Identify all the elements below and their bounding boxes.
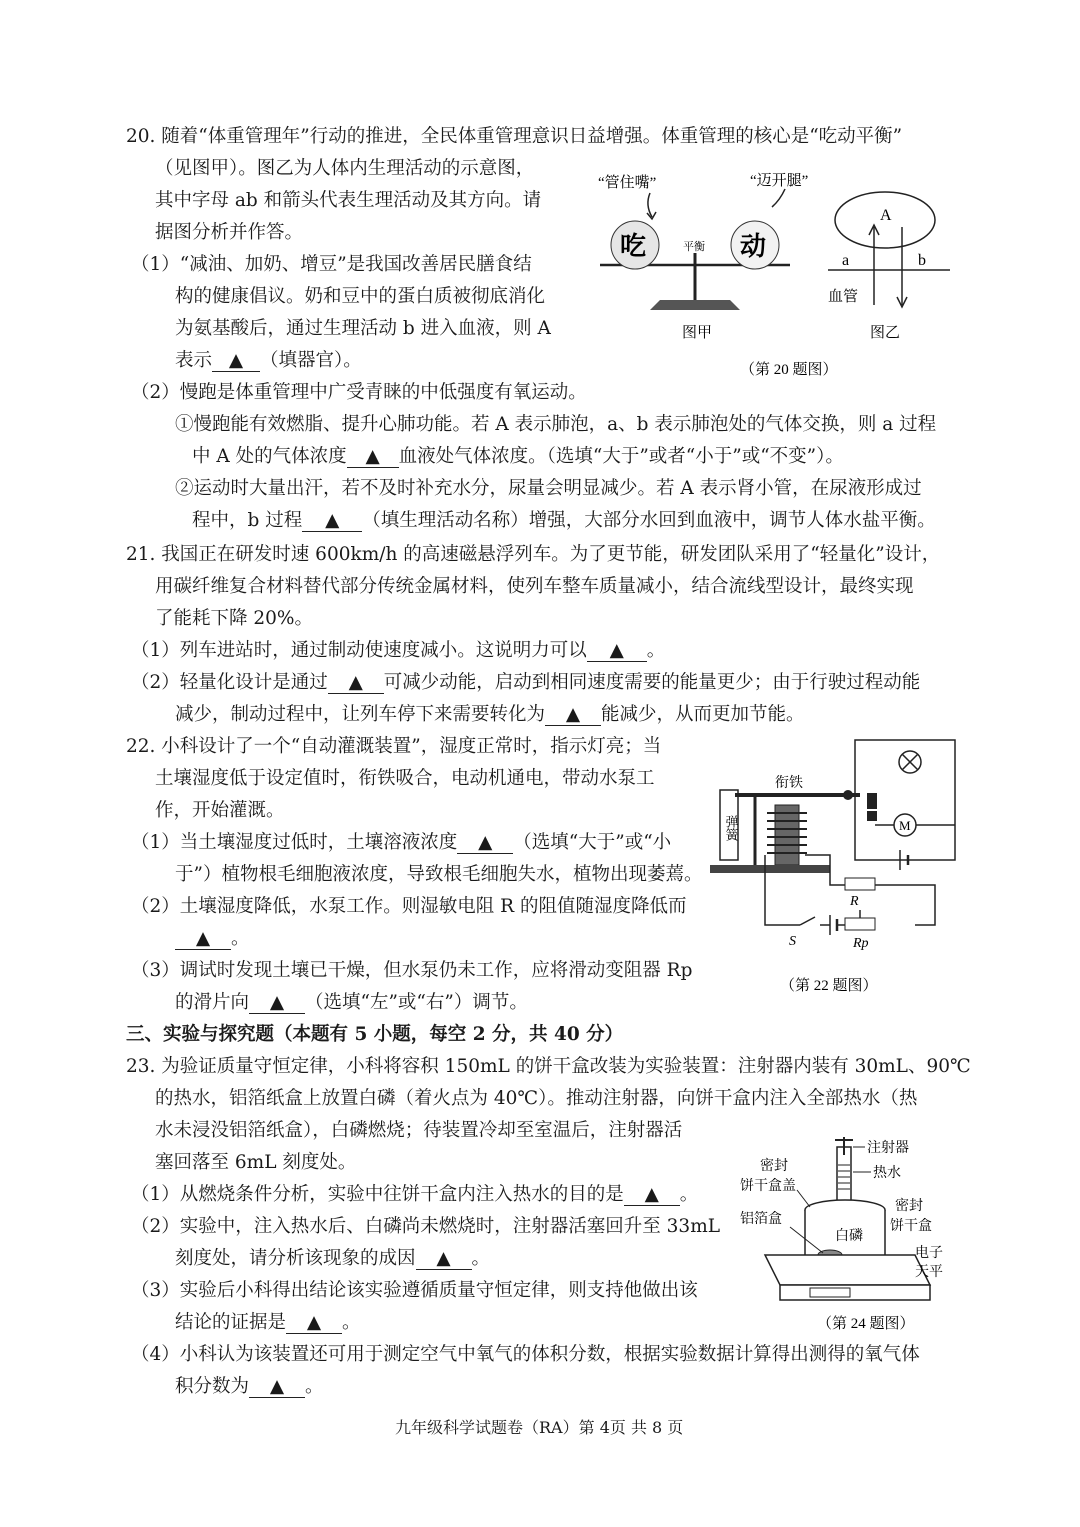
q20-part2-line: （2）慢跑是体重管理中广受青睐的中低强度有氧运动。 (131, 382, 587, 403)
figure-22-caption: （第 22 题图） (780, 978, 878, 994)
electronic-balance-top (765, 1255, 930, 1285)
figure-22 (705, 735, 965, 1000)
q22-part3-line-2 (175, 991, 528, 1015)
text: （1）从燃烧条件分析，实验中往饼干盒内注入热水的目的是 (131, 1184, 624, 1205)
text: 结论的证据是 (175, 1312, 287, 1333)
q23-part2-line-2 (175, 1247, 490, 1271)
text: （选填“左”或“右”）调节。 (305, 992, 528, 1013)
hot-water-label: 热水 (873, 1166, 901, 1181)
Rp-label: Rp (853, 936, 869, 951)
q23-part4-line-1: （4）小科认为该装置还可用于测定空气中氧气的体积分数，根据实验数据计算得出测得的氧气体 (131, 1344, 920, 1365)
text: 刻度处，请分析该现象的成因 (175, 1248, 416, 1269)
text: （填器官）。 (260, 350, 362, 371)
q20-part2b-line-1: ②运动时大量出汗，若不及时补充水分，尿量会明显减少。若 A 表示肾小管，在尿液形成过 (175, 478, 922, 499)
answer-blank[interactable]: ▲ (416, 1249, 472, 1270)
contact-top (867, 793, 877, 809)
text: 程中，b 过程 (192, 510, 303, 531)
text: （选填“大于”或“小 (513, 832, 672, 853)
text: 。 (679, 1184, 699, 1205)
move-char: 动 (740, 231, 767, 261)
syringe-label: 注射器 (867, 1141, 909, 1156)
answer-blank[interactable]: ▲ (545, 705, 601, 726)
figure-20 (590, 165, 960, 380)
q23-line-1: 23. 为验证质量守恒定律，小科将容积 150mL 的饼干盒改装为实验装置：注射器内装有 30mL、90℃ (126, 1056, 971, 1077)
q23-part1 (131, 1183, 698, 1207)
answer-blank[interactable]: ▲ (175, 929, 231, 950)
q21-line-3: 了能耗下降 20%。 (155, 608, 314, 629)
label-guanzhuzui: “管住嘴” (598, 175, 657, 191)
q21-line-1: 21. 我国正在研发时速 600km/h 的高速磁悬浮列车。为了更节能，研发团队采用了“轻量化”设计， (126, 544, 941, 565)
q20-part1-line-3: 为氨基酸后，通过生理活动 b 进入血液，则 A (175, 318, 551, 339)
R-label: R (850, 894, 859, 909)
figure-24 (735, 1135, 960, 1340)
balance-base (650, 300, 740, 310)
sealed-box-label-1: 密封 (895, 1199, 923, 1214)
q20-part1-line-1: （1）“减油、加奶、增豆”是我国改善居民膳食结 (131, 254, 532, 275)
balance-label: 平衡 (683, 241, 705, 253)
text: 。 (471, 1248, 491, 1269)
answer-blank[interactable]: ▲ (328, 673, 384, 694)
rheostat-Rp (845, 918, 875, 930)
answer-blank[interactable]: ▲ (286, 1313, 342, 1334)
q21-part1 (131, 639, 665, 663)
text: （1）当土壤湿度过低时，土壤溶液浓度 (131, 832, 458, 853)
answer-blank[interactable]: ▲ (457, 833, 513, 854)
label-maikaitui: “迈开腿” (750, 173, 809, 189)
answer-blank[interactable]: ▲ (249, 993, 305, 1014)
q23-line-4: 塞回落至 6mL 刻度处。 (155, 1152, 357, 1173)
text: 。 (646, 640, 666, 661)
balance-label-1: 电子 (915, 1246, 943, 1261)
section-3-heading: 三、实验与探究题（本题有 5 小题，每空 2 分，共 40 分） (126, 1024, 624, 1045)
q20-part1-line-2: 构的健康倡议。奶和豆中的蛋白质被彻底消化 (175, 286, 546, 307)
sealed-lid-label-1: 密封 (760, 1159, 788, 1174)
motor-label: M (899, 818, 911, 833)
phosphorus-label: 白磷 (835, 1229, 863, 1244)
text: 表示 (175, 350, 213, 371)
answer-blank[interactable]: ▲ (302, 511, 362, 532)
arrow-curve (648, 193, 652, 217)
text: 。 (342, 1312, 361, 1333)
text: （2）轻量化设计是通过 (131, 672, 328, 693)
q22-line-1: 22. 小科设计了一个“自动灌溉装置”，湿度正常时，指示灯亮；当 (126, 736, 662, 757)
q20-part2a-line-2 (192, 445, 844, 469)
switch-S (800, 917, 815, 925)
text: 可减少动能，启动到相同速度需要的能量更少；由于行驶过程动能 (383, 672, 921, 693)
balance-display (810, 1288, 850, 1297)
sealed-lid-label-2: 饼干盒盖 (740, 1179, 796, 1194)
text: （1）列车进站时，通过制动使速度减小。这说明力可以 (131, 640, 587, 661)
q23-part4-line-2 (175, 1375, 324, 1399)
pivot-dot (843, 790, 853, 800)
q23-line-3: 水未浸没铝箔纸盒），白磷燃烧；待装置冷却至室温后，注射器活 (155, 1120, 683, 1141)
spring-label: 弹簧 (723, 815, 739, 841)
base-plate (710, 865, 830, 873)
syringe-barrel (837, 1147, 851, 1202)
text: 的滑片向 (175, 992, 250, 1013)
foil-label: 铝箔盒 (740, 1212, 782, 1227)
text: 能减少，从而更加节能。 (601, 704, 805, 725)
q20-part2a-line-1: ①慢跑能有效燃脂、提升心肺功能。若 A 表示肺泡，a、b 表示肺泡处的气体交换，则 a 过程 (175, 414, 937, 435)
figure-20-caption: （第 20 题图） (740, 362, 838, 378)
text: 积分数为 (175, 1376, 250, 1397)
q20-part2b-line-2 (192, 509, 936, 533)
label-A: A (880, 207, 892, 224)
answer-blank[interactable]: ▲ (587, 641, 647, 662)
answer-blank[interactable]: ▲ (624, 1185, 680, 1206)
q20-line-2: （见图甲）。图乙为人体内生理活动的示意图， (155, 158, 535, 179)
q23-part3-line-1: （3）实验后小科得出结论该实验遵循质量守恒定律，则支持他做出该 (131, 1280, 698, 1301)
leader-line (797, 1190, 810, 1207)
text: （填生理活动名称）增强，大部分水回到血液中，调节人体水盐平衡。 (362, 510, 936, 531)
q20-line-4: 据图分析并作答。 (155, 222, 304, 243)
answer-blank[interactable]: ▲ (347, 447, 399, 468)
q22-part2-line-2 (175, 927, 250, 951)
text: 中 A 处的气体浓度 (192, 446, 347, 467)
q22-part3-line-1: （3）调试时发现土壤已干燥，但水泵仍未工作，应将滑动变阻器 Rp (131, 960, 693, 981)
text: 血液处气体浓度。（选填“大于”或者“小于”或“不变”）。 (398, 446, 844, 467)
balance-label-2: 天平 (915, 1265, 943, 1280)
eat-char: 吃 (620, 231, 647, 261)
electronic-balance-front (780, 1285, 930, 1300)
label-b: b (918, 252, 926, 269)
q22-part1-line-2: 于”）植物根毛细胞液浓度，导致根毛细胞失水，植物出现萎蔫。 (175, 864, 703, 885)
fig-jia-label: 图甲 (682, 325, 713, 341)
armature-label: 衔铁 (775, 776, 803, 791)
fig-yi-label: 图乙 (870, 325, 901, 341)
arrow-curve (772, 189, 785, 207)
q21-line-2: 用碳纤维复合材料替代部分传统金属材料，使列车整车质量减小，结合流线型设计，最终实现 (155, 576, 914, 597)
text: 。 (305, 1376, 324, 1397)
answer-blank[interactable]: ▲ (249, 1377, 305, 1398)
q21-part2-line-2 (175, 703, 805, 727)
label-a: a (842, 252, 850, 269)
q22-part2-line-1: （2）土壤湿度降低，水泵工作。则湿敏电阻 R 的阻值随湿度降低而 (131, 896, 687, 917)
page-footer: 九年级科学试题卷（RA）第 4页 共 8 页 (395, 1418, 684, 1437)
q22-part1-line-1 (131, 831, 671, 855)
answer-blank[interactable]: ▲ (212, 351, 260, 372)
q22-line-2: 土壤湿度低于设定值时，衔铁吸合，电动机通电，带动水泵工 (155, 768, 655, 789)
text: 。 (231, 928, 250, 949)
figure-24-caption: （第 24 题图） (817, 1316, 915, 1332)
q22-line-3: 作，开始灌溉。 (155, 800, 285, 821)
q23-part3-line-2 (175, 1311, 361, 1335)
q20-line-1: 20. 随着“体重管理年”行动的推进，全民体重管理意识日益增强。体重管理的核心是“吃动平衡” (126, 126, 903, 147)
q20-line-3: 其中字母 ab 和箭头代表生理活动及其方向。请 (155, 190, 542, 211)
q23-line-2: 的热水，铝箔纸盒上放置白磷（着火点为 40℃）。推动注射器，向饼干盒内注入全部热水（热 (155, 1088, 918, 1109)
label-vessel: 血管 (828, 289, 859, 305)
q21-part2-line-1 (131, 671, 920, 695)
sealed-box-label-2: 饼干盒 (890, 1219, 932, 1234)
q23-part2-line-1: （2）实验中，注入热水后、白磷尚未燃烧时，注射器活塞回升至 33mL (131, 1216, 721, 1237)
contact-bottom (867, 811, 877, 821)
S-label: S (789, 934, 796, 949)
q20-part1-line-4 (175, 349, 362, 373)
text: 减少，制动过程中，让列车停下来需要转化为 (175, 704, 546, 725)
resistor-R (845, 878, 875, 890)
